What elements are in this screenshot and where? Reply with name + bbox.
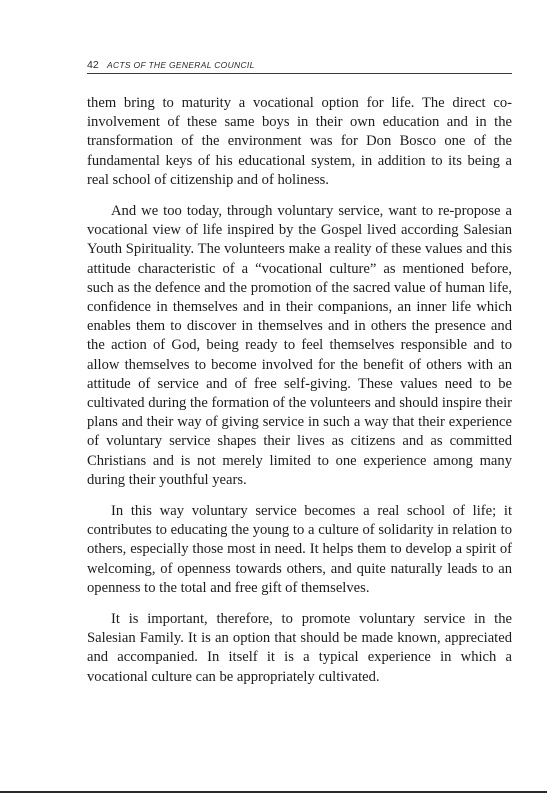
paragraph-2: And we too today, through voluntary service, want to re-propose a vocational view of life inspired by the Gospel lived according Salesian Youth Spirituality. The volunteers make a reality of these values and this attitude characteristic of a “vocational culture” as mentioned before, such as the defence and the promotion of the sacred value of human life, confidence in themselves and in their companions, an inner life which enables them to discover in themselves and in others the presence and the action of God, being ready to feel themselves responsible and to allow themselves to become involved for the benefit of others with an attitude of service and of free self-giving. These values need to be cultivated during the formation of the volunteers and should inspire their plans and their way of giving service in such a way that their experience of voluntary service shapes their lives as citizens and as committed Christians and is not merely limited to one experience among many during their youthful years.: [87, 203, 512, 488]
paragraph-4: It is important, therefore, to promote voluntary service in the Salesian Family. It is an option that should be made known, appreciated and accompanied. In itself it is a typical experience in which a vocational culture can be appropriately cultivated.: [87, 611, 512, 685]
paragraph-3: In this way voluntary service becomes a real school of life; it contributes to educating the young to a culture of solidarity in relation to others, especially those most in need. It helps them to develop a spirit of welcoming, of openness towards others, and quite naturally leads to an openness to the total and free gift of themselves.: [87, 503, 512, 596]
body-text: [87, 94, 512, 699]
paragraph-1: them bring to maturity a vocational option for life. The direct co-involvement of these same boys in their own education and in the transformation of the environment was for Don Bosco one of the fundamental keys of his educational system, in addition to its being a real school of citizenship and of holiness.: [87, 95, 512, 188]
page-header: [87, 57, 512, 74]
running-head: ACTS OF THE GENERAL COUNCIL: [107, 60, 255, 70]
page-number: 42: [87, 59, 99, 71]
